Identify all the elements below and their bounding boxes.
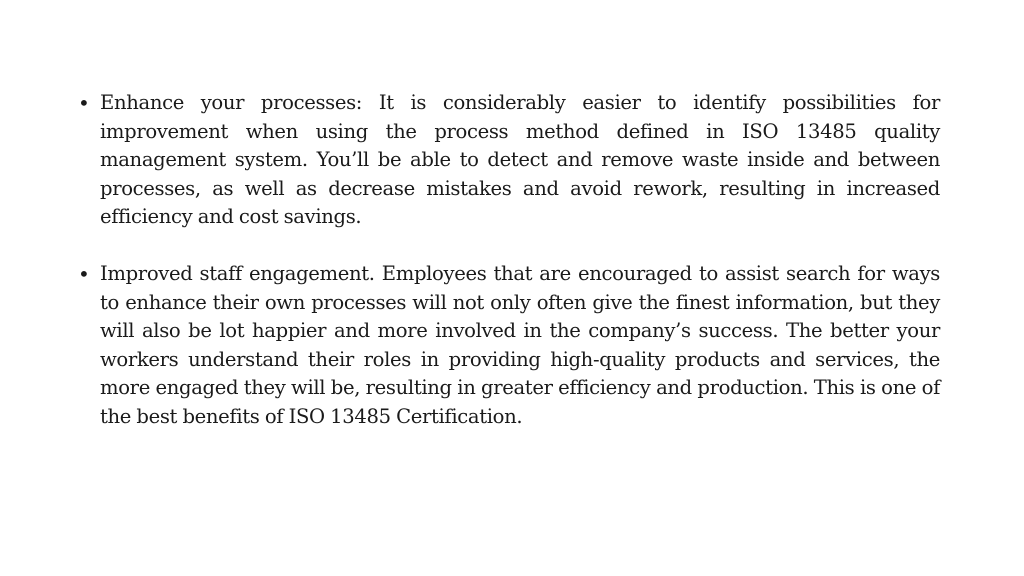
bullet-marker: •: [78, 261, 90, 286]
bullet-marker: •: [78, 91, 90, 115]
bullet-item-enhance-processes: [78, 89, 940, 232]
bullet-text-enhance-processes: Enhance your processes: It is considerably easier to identify possibilities for improvement when using the process method defined in ISO 13485 quality management system. You’ll be able to detect and remove waste inside and between processes, as well as decrease mistakes and avoid rework, resulting in increased efficiency and cost savings.: [100, 91, 940, 229]
bullet-item-staff-engagement: [78, 260, 940, 432]
bullet-list: [78, 89, 940, 460]
bullet-text-staff-engagement: Improved staff engagement. Employees that are encouraged to assist search for ways to enhance their own processes will not only often give the finest information, but they will also be lot happier and more involved in the company’s success. The better your workers understand their roles in providing high-quality products and services, the more engaged they will be, resulting in greater efficiency and production. This is one of the best benefits of ISO 13485 Certification.: [100, 261, 940, 428]
